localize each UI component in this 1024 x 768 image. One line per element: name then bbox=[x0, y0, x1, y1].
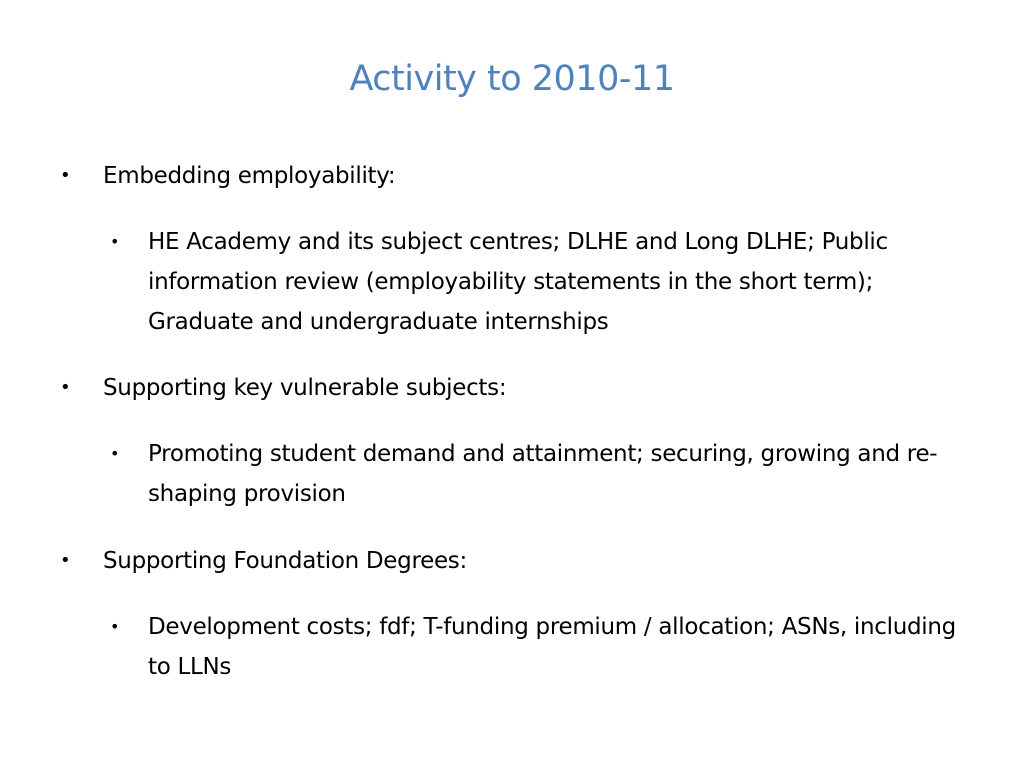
bullet-text: HE Academy and its subject centres; DLHE and Long DLHE; Public information review (employability statements in the short term); Graduate and undergraduate internships bbox=[148, 229, 888, 335]
bullet-dot-icon: • bbox=[60, 550, 71, 571]
bullet-text: Promoting student demand and attainment; securing, growing and re-shaping provision bbox=[148, 441, 938, 507]
bullet-dot-icon: • bbox=[110, 617, 120, 636]
bullet-item-level2 bbox=[0, 222, 1024, 342]
bullet-text: Supporting Foundation Degrees: bbox=[103, 548, 467, 574]
bullet-item-level1 bbox=[0, 156, 1024, 196]
bullet-text: Development costs; fdf; T-funding premium / allocation; ASNs, including to LLNs bbox=[148, 614, 956, 680]
bullet-item-level1 bbox=[0, 541, 1024, 581]
bullet-dot-icon: • bbox=[60, 165, 71, 186]
bullet-text: Supporting key vulnerable subjects: bbox=[103, 375, 507, 401]
bullet-text: Embedding employability: bbox=[103, 163, 396, 189]
bullet-item-level2 bbox=[0, 434, 1024, 514]
bullet-dot-icon: • bbox=[110, 444, 120, 463]
bullet-dot-icon: • bbox=[60, 377, 71, 398]
bullet-item-level1 bbox=[0, 368, 1024, 408]
slide-title: Activity to 2010-11 bbox=[349, 59, 675, 99]
bullet-dot-icon: • bbox=[110, 232, 120, 251]
bullet-item-level2 bbox=[0, 607, 1024, 687]
